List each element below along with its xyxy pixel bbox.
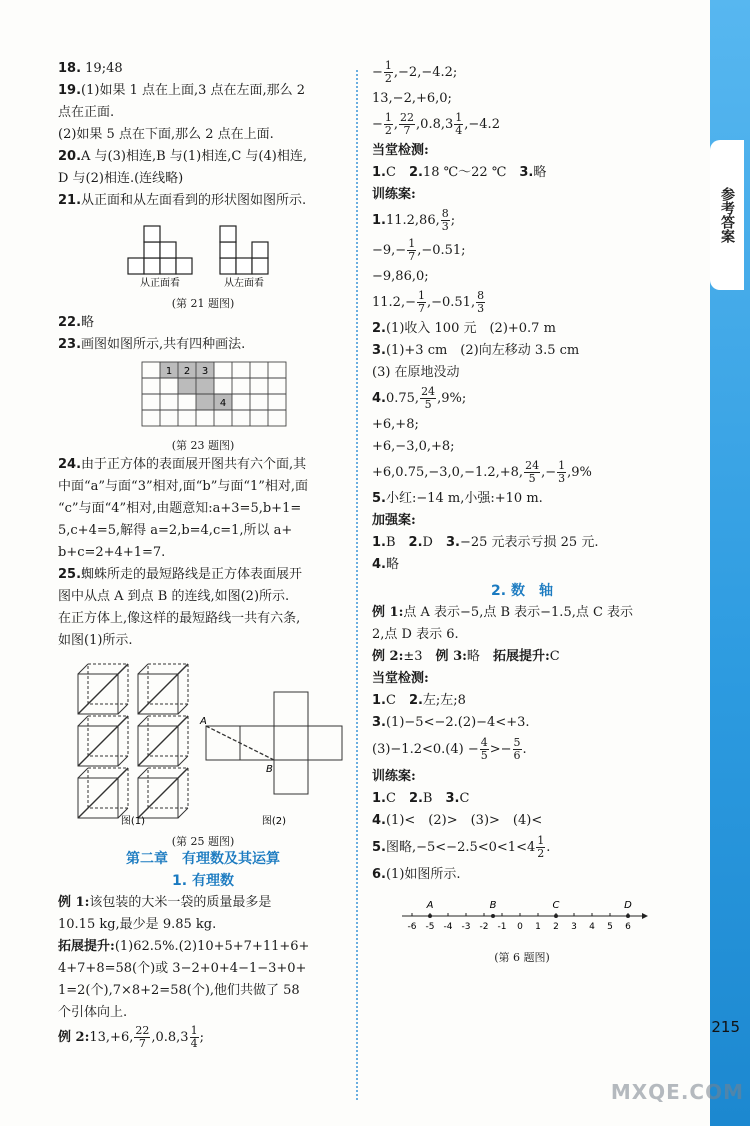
text-line: −9,− $\frac{1}{7}$ ,−0.51; bbox=[372, 237, 466, 263]
axis-tick-label: 5 bbox=[607, 922, 613, 932]
axis-point bbox=[428, 914, 432, 918]
fraction: $\frac{22}{7}$ bbox=[135, 1024, 150, 1050]
left-column bbox=[58, 58, 348, 1052]
figure-21 bbox=[58, 216, 348, 308]
axis-point-label: B bbox=[489, 900, 497, 911]
text-line: 图中从点 A 到点 B 的连线,如图(2)所示. bbox=[58, 589, 290, 604]
text-line: 2.(1)收入 100 元 (2)+0.7 m bbox=[372, 321, 556, 336]
extension: 拓展提升:(1)62.5%.(2)10+5+7+11+6+ bbox=[58, 939, 310, 954]
axis-tick-label: -4 bbox=[443, 922, 453, 932]
text-line: 1.11.2,86, $\frac{8}{3}$ ; bbox=[372, 207, 456, 233]
fig21-left-label: 从左面看 bbox=[224, 278, 264, 288]
answer-19: 19.(1)如果 1 点在上面,3 点在左面,那么 2 bbox=[58, 83, 306, 98]
figure-21-drawing bbox=[58, 216, 348, 288]
axis-tick-label: -1 bbox=[497, 922, 507, 932]
text-line: +6,−3,0,+8; bbox=[372, 439, 455, 454]
text-line: 3.(1)+3 cm (2)向左移动 3.5 cm bbox=[372, 343, 580, 358]
text-line: 4.(1)< (2)> (3)> (4)< bbox=[372, 813, 543, 828]
text-line: b+c=2+4+1=7. bbox=[58, 545, 166, 560]
text-line: 11.2,− $\frac{1}{7}$ ,−0.51, $\frac{8}{3}$ bbox=[372, 289, 485, 315]
axis-point bbox=[626, 914, 630, 918]
figure-caption: (第 23 题图) bbox=[171, 439, 235, 452]
fraction: $\frac{1}{2}$ bbox=[384, 111, 392, 137]
text-line: 点在正面. bbox=[58, 105, 115, 120]
watermark: MXQE.COM bbox=[610, 1080, 744, 1104]
fraction: $\frac{8}{3}$ bbox=[441, 207, 449, 233]
answer-23: 23.画图如图所示,共有四种画法. bbox=[58, 337, 246, 352]
text-line: −9,86,0; bbox=[372, 269, 429, 284]
text-line: 1.C 2.18 ℃～22 ℃ 3.略 bbox=[372, 165, 547, 180]
axis-tick-label: -6 bbox=[407, 922, 417, 932]
text-line: (3) 在原地没动 bbox=[372, 365, 460, 380]
point-b-label: B bbox=[266, 764, 273, 775]
answer-18: 18. 19;48 bbox=[58, 61, 123, 76]
fraction: $\frac{1}{4}$ bbox=[190, 1024, 198, 1050]
text-line: 2,点 D 表示 6. bbox=[372, 627, 459, 642]
chapter-heading: 第二章 有理数及其运算 bbox=[126, 851, 280, 867]
fraction: $\frac{1}{7}$ bbox=[408, 237, 416, 263]
text-line: 4.0.75, $\frac{24}{5}$ ,9%; bbox=[372, 385, 467, 411]
right-column bbox=[372, 58, 672, 964]
axis-tick-label: 2 bbox=[553, 922, 559, 932]
section-heading: 2. 数 轴 bbox=[491, 583, 553, 599]
heading-enhancement: 加强案: bbox=[372, 513, 416, 528]
answer-25: 25.蜘蛛所走的最短路线是正方体表面展开 bbox=[58, 567, 303, 582]
text-line: 中面“a”与面“3”相对,面“b”与面“1”相对,面 bbox=[58, 479, 309, 494]
answer-22: 22.略 bbox=[58, 315, 95, 330]
fraction: $\frac{24}{5}$ bbox=[525, 459, 540, 485]
fraction: $\frac{1}{2}$ bbox=[537, 834, 545, 860]
axis-tick-label: 4 bbox=[589, 922, 595, 932]
axis-arrow-icon bbox=[642, 913, 648, 919]
figure-23-grid bbox=[58, 360, 348, 430]
axis-tick-label: -5 bbox=[425, 922, 435, 932]
page-number: 215 bbox=[711, 1018, 740, 1036]
fraction: $\frac{1}{2}$ bbox=[384, 59, 392, 85]
axis-point-label: D bbox=[624, 900, 632, 911]
heading-classroom-check: 当堂检测: bbox=[372, 143, 429, 158]
fraction: $\frac{1}{7}$ bbox=[417, 289, 425, 315]
grid-label: 3 bbox=[201, 366, 209, 377]
heading-classroom-check: 当堂检测: bbox=[372, 671, 429, 686]
text-line: D 与(2)相连.(连线略) bbox=[58, 171, 184, 186]
section-heading: 1. 有理数 bbox=[172, 873, 234, 889]
fraction: $\frac{24}{5}$ bbox=[421, 385, 436, 411]
example-1: 例 1:该包装的大米一袋的质量最多是 bbox=[58, 895, 272, 910]
fraction: $\frac{22}{7}$ bbox=[400, 111, 415, 137]
grid-label: 2 bbox=[183, 366, 191, 377]
text-line: 6.(1)如图所示. bbox=[372, 867, 461, 882]
text-line: 1.C 2.左;左;8 bbox=[372, 693, 466, 708]
text-line: (2)如果 5 点在下面,那么 2 点在上面. bbox=[58, 127, 274, 142]
fraction: $\frac{1}{3}$ bbox=[558, 459, 566, 485]
axis-tick-label: 0 bbox=[517, 922, 523, 932]
text-line: 13,−2,+6,0; bbox=[372, 91, 452, 106]
text-line: 4.略 bbox=[372, 557, 399, 572]
text-line: 例 2:±3 例 3:略 拓展提升:C bbox=[372, 649, 560, 664]
figure-25 bbox=[58, 656, 348, 848]
figure-caption: (第 25 题图) bbox=[171, 835, 235, 848]
text-line: 5.图略,−5<−2.5<0<1<4 $\frac{1}{2}$ . bbox=[372, 834, 551, 860]
axis-tick-label: -2 bbox=[479, 922, 489, 932]
fraction: $\frac{8}{3}$ bbox=[477, 289, 485, 315]
text-line: (3)−1.2<0.(4) − $\frac{4}{5}$ >− $\frac{5}{6}$ . bbox=[372, 736, 527, 762]
text-line: 1=2(个),7×8+2=58(个),他们共做了 58 bbox=[58, 983, 300, 998]
text-line: 5,c+4=5,解得 a=2,b=4,c=1,所以 a+ bbox=[58, 523, 293, 538]
grid-label: 4 bbox=[219, 398, 227, 409]
number-line bbox=[372, 896, 672, 942]
text-line: 3.(1)−5<−2.(2)−4<+3. bbox=[372, 715, 530, 730]
text-line: 个引体向上. bbox=[58, 1005, 128, 1020]
heading-practice: 训练案: bbox=[372, 769, 416, 784]
axis-tick-label: 6 bbox=[625, 922, 631, 932]
answer-21: 21.从正面和从左面看到的形状图如图所示. bbox=[58, 193, 307, 208]
axis-point bbox=[554, 914, 558, 918]
text-line: 如图(1)所示. bbox=[58, 633, 133, 648]
fig25-caption-1: 图(1) bbox=[120, 816, 146, 826]
grid-label: 1 bbox=[165, 366, 173, 377]
axis-point bbox=[491, 914, 495, 918]
answer-key-tab: 参考答案 bbox=[710, 140, 744, 290]
fraction: $\frac{4}{5}$ bbox=[480, 736, 488, 762]
text-line: 5.小红:−14 m,小强:+10 m. bbox=[372, 491, 543, 506]
point-a-label: A bbox=[200, 716, 207, 727]
fraction: $\frac{1}{4}$ bbox=[455, 111, 463, 137]
text-line: 1.B 2.D 3.−25 元表示亏损 25 元. bbox=[372, 535, 599, 550]
text-line: +6,0.75,−3,0,−1.2,+8, $\frac{24}{5}$ ,− $\frac{1}{3}$ ,9% bbox=[372, 459, 592, 485]
text-line: +6,+8; bbox=[372, 417, 419, 432]
text-line: − $\frac{1}{2}$ , $\frac{22}{7}$ ,0.8,3 $\frac{1}{4}$ ,−4.2 bbox=[372, 111, 500, 137]
text-line: 1.C 2.B 3.C bbox=[372, 791, 470, 806]
figure-caption: (第 21 题图) bbox=[171, 297, 235, 310]
answer-20: 20.A 与(3)相连,B 与(1)相连,C 与(4)相连, bbox=[58, 149, 307, 164]
axis-tick-label: 1 bbox=[535, 922, 541, 932]
example-1: 例 1:点 A 表示−5,点 B 表示−1.5,点 C 表示 bbox=[372, 605, 634, 620]
axis-tick-label: 3 bbox=[571, 922, 577, 932]
text-line: 10.15 kg,最少是 9.85 kg. bbox=[58, 917, 217, 932]
figure-25-drawing bbox=[58, 656, 348, 826]
text-line: “c”与面“4”相对,由题意知:a+3=5,b+1= bbox=[58, 501, 302, 516]
fig21-front-label: 从正面看 bbox=[140, 278, 180, 288]
fraction: $\frac{5}{6}$ bbox=[513, 736, 521, 762]
axis-point-label: C bbox=[552, 900, 560, 911]
heading-practice: 训练案: bbox=[372, 187, 416, 202]
figure-6 bbox=[372, 896, 672, 964]
text-line: − $\frac{1}{2}$ ,−2,−4.2; bbox=[372, 59, 458, 85]
axis-point-label: A bbox=[426, 900, 434, 911]
figure-caption: (第 6 题图) bbox=[494, 951, 550, 964]
column-divider bbox=[356, 70, 358, 1100]
answer-24: 24.由于正方体的表面展开图共有六个面,其 bbox=[58, 457, 307, 472]
axis-tick-label: -3 bbox=[461, 922, 471, 932]
example-2: 例 2:13,+6, $\frac{22}{7}$ ,0.8,3 $\frac{1}{4}$ ; bbox=[58, 1024, 204, 1050]
fig25-caption-2: 图(2) bbox=[261, 816, 287, 826]
text-line: 4+7+8=58(个)或 3−2+0+4−1−3+0+ bbox=[58, 961, 307, 976]
text-line: 在正方体上,像这样的最短路线一共有六条, bbox=[58, 611, 301, 626]
figure-23 bbox=[58, 360, 348, 450]
